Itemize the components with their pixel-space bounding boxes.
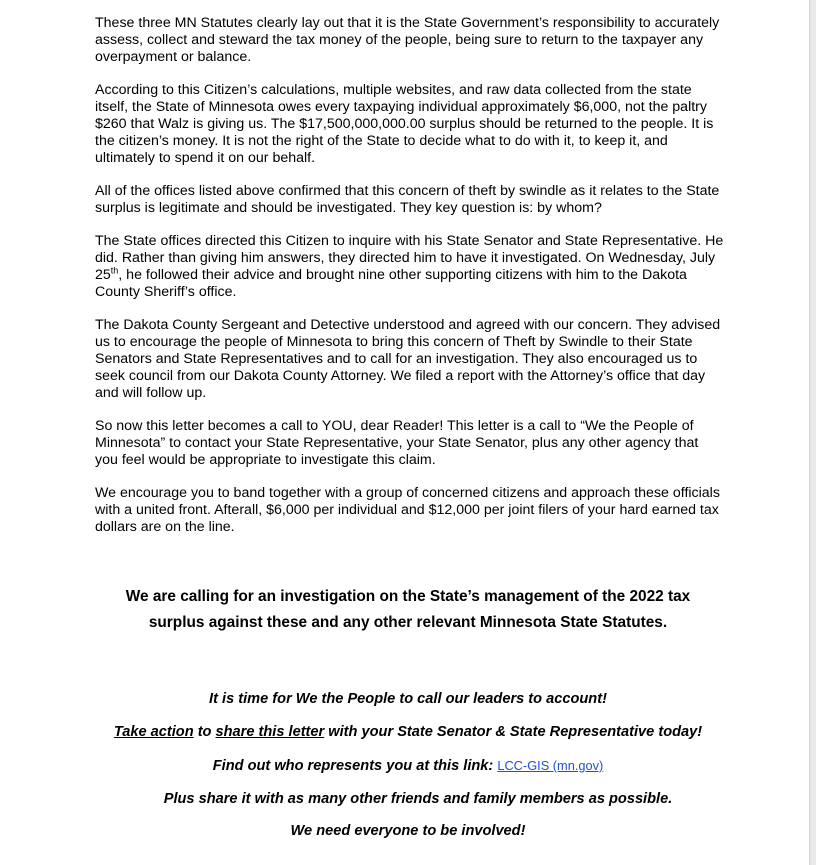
paragraph-statutes: These three MN Statutes clearly lay out that it is the State Government’s responsibility to accurately assess, collect and steward the tax money of the people, being sure to return to the taxpayer any overpayment or balance.: [95, 15, 720, 65]
take-action-line: [60, 723, 756, 741]
ordinal-suffix: th: [110, 265, 119, 276]
letter-body: [95, 15, 725, 552]
share-letter-text: share this letter: [215, 724, 325, 740]
heading-line-1: We are calling for an investigation on the State’s management of the 2022 tax: [125, 588, 691, 605]
paragraph-sheriff-visit-part2: , he followed their advice and brought nine other supporting citizens with him to the Dakota County Sheriff’s office.: [95, 267, 687, 300]
to-text: to: [193, 724, 216, 740]
paragraph-sheriff-visit: [95, 233, 725, 301]
paragraph-call-to-reader: So now this letter becomes a call to YOU, dear Reader! This letter is a call to “We the People of Minnesota” to contact your State Representative, your State Senator, plus any other agency that you feel would be appropriate to investigate this claim.: [95, 418, 699, 468]
paragraph-sergeant-detective: The Dakota County Sergeant and Detective understood and agreed with our concern. They advised us to encourage the people of Minnesota to bring this concern of Theft by Swindle to their State Senators and State Representatives and to call for an investigation. They also encouraged us to seek council from our Dakota County Attorney. We filed a report with the Attorney’s office that day and will follow up.: [95, 317, 721, 401]
paragraph-sheriff-visit-part1: The State offices directed this Citizen to inquire with his State Senator and State Representative. He did. Rather than giving him answers, they directed him to have it investigated. On Wednesday, July 25: [95, 233, 724, 283]
with-senator-text: with your State Senator & State Representative today!: [324, 724, 703, 740]
take-action-text: Take action: [113, 724, 194, 740]
heading-line-2: surplus against these and any other relevant Minnesota State Statutes.: [148, 614, 668, 631]
paragraph-calculations: According to this Citizen’s calculations, multiple websites, and raw data collected from the state itself, the State of Minnesota owes every taxpaying individual approximately $6,000, not the paltry $260 that Walz is giving us. The $17,500,000,000.00 surplus should be returned to the people. It is the citizen’s money. It is not the right of the State to decide what to do with it, to keep it, and ultimately to spend it on our behalf.: [95, 82, 714, 166]
page-edge: [809, 0, 816, 865]
time-to-call-line: It is time for We the People to call our leaders to account!: [209, 691, 607, 707]
lcc-gis-link[interactable]: LCC-GIS (mn.gov): [497, 758, 604, 773]
everyone-involved-line: We need everyone to be involved!: [290, 823, 526, 839]
find-representative-line: [60, 757, 756, 775]
find-out-text: Find out who represents you at this link:: [212, 758, 498, 774]
share-friends-line: Plus share it with as many other friends and family members as possible.: [163, 791, 673, 807]
paragraph-band-together: We encourage you to band together with a group of concerned citizens and approach these officials with a united front. Afterall, $6,000 per individual and $12,000 per joint filers of your hard earned tax dollars are on the line.: [95, 485, 720, 535]
investigation-heading: [60, 584, 756, 636]
paragraph-offices-confirmed: All of the offices listed above confirmed that this concern of theft by swindle as it relates to the State surplus is legitimate and should be investigated. They key question is: by whom?: [95, 183, 720, 216]
